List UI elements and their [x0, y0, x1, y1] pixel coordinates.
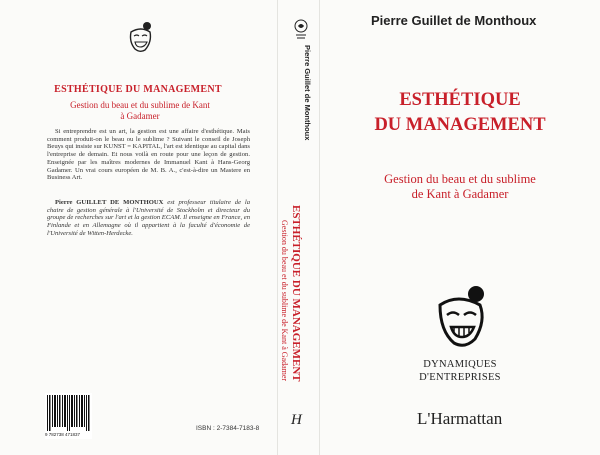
- barcode-number: 9 782738 471837: [45, 432, 81, 437]
- back-paragraph-2: [47, 199, 250, 238]
- front-title-line-2: DU MANAGEMENT: [374, 115, 546, 135]
- collection-line-1: DYNAMIQUES: [423, 359, 497, 370]
- front-cover: [320, 0, 600, 455]
- collection-line-2: D'ENTREPRISES: [419, 372, 501, 383]
- spine-publisher-mark: H: [291, 412, 302, 428]
- front-subtitle-line-1: Gestion du beau et du sublime: [384, 172, 536, 186]
- front-author: Pierre Guillet de Monthoux: [371, 13, 537, 28]
- back-author-name: Pierre GUILLET DE MONTHOUX: [55, 199, 164, 206]
- spine-subtitle: Gestion du beau et du sublime de Kant à Gadamer: [280, 220, 289, 382]
- publisher-emblem-icon: [293, 17, 309, 41]
- face-drawing-icon: [428, 283, 498, 353]
- front-title-line-1: ESTHÉTIQUE: [399, 90, 521, 110]
- back-paragraph-1: Si entreprendre est un art, la gestion est une affaire d'esthétique. Mais comment produit-on le beau ou le sublime ? Suivant le conseil de Joseph Beuys qui insiste sur KUNST = KAPITAL, l'art est identique au capital dans l'entreprise de demain. Et nous voilà en route pour une leçon de gestion. Enseignée par les maîtres modernes de Immanuel Kant à Hans-Georg Gadamer. Un vrai cours européen de M. B. A., c'est-à-dire un Mastere en Business Art.: [47, 128, 250, 182]
- spine-title: ESTHÉTIQUE DU MANAGEMENT: [290, 205, 302, 382]
- isbn: ISBN : 2-7384-7183-8: [196, 425, 260, 432]
- publisher-name: L'Harmattan: [417, 409, 503, 428]
- back-author-bio: est professeur titulaire de la chaire de gestion générale à l'Université de Stockholm et directeur du groupe de recherches sur l'art et la gestion ECAM. Il enseigne en France, en Finlande et en Allemagne où il appartient à la faculté d'économie de l'Université de Witten-Herdecke.: [47, 199, 251, 237]
- face-logo-icon: [125, 20, 157, 54]
- back-title: ESTHÉTIQUE DU MANAGEMENT: [54, 84, 222, 95]
- spine-author: Pierre Guillet de Monthoux: [303, 45, 312, 141]
- front-subtitle-line-2: de Kant à Gadamer: [411, 187, 509, 201]
- back-subtitle: Gestion du beau et du sublime de Kant à Gadamer: [70, 100, 210, 121]
